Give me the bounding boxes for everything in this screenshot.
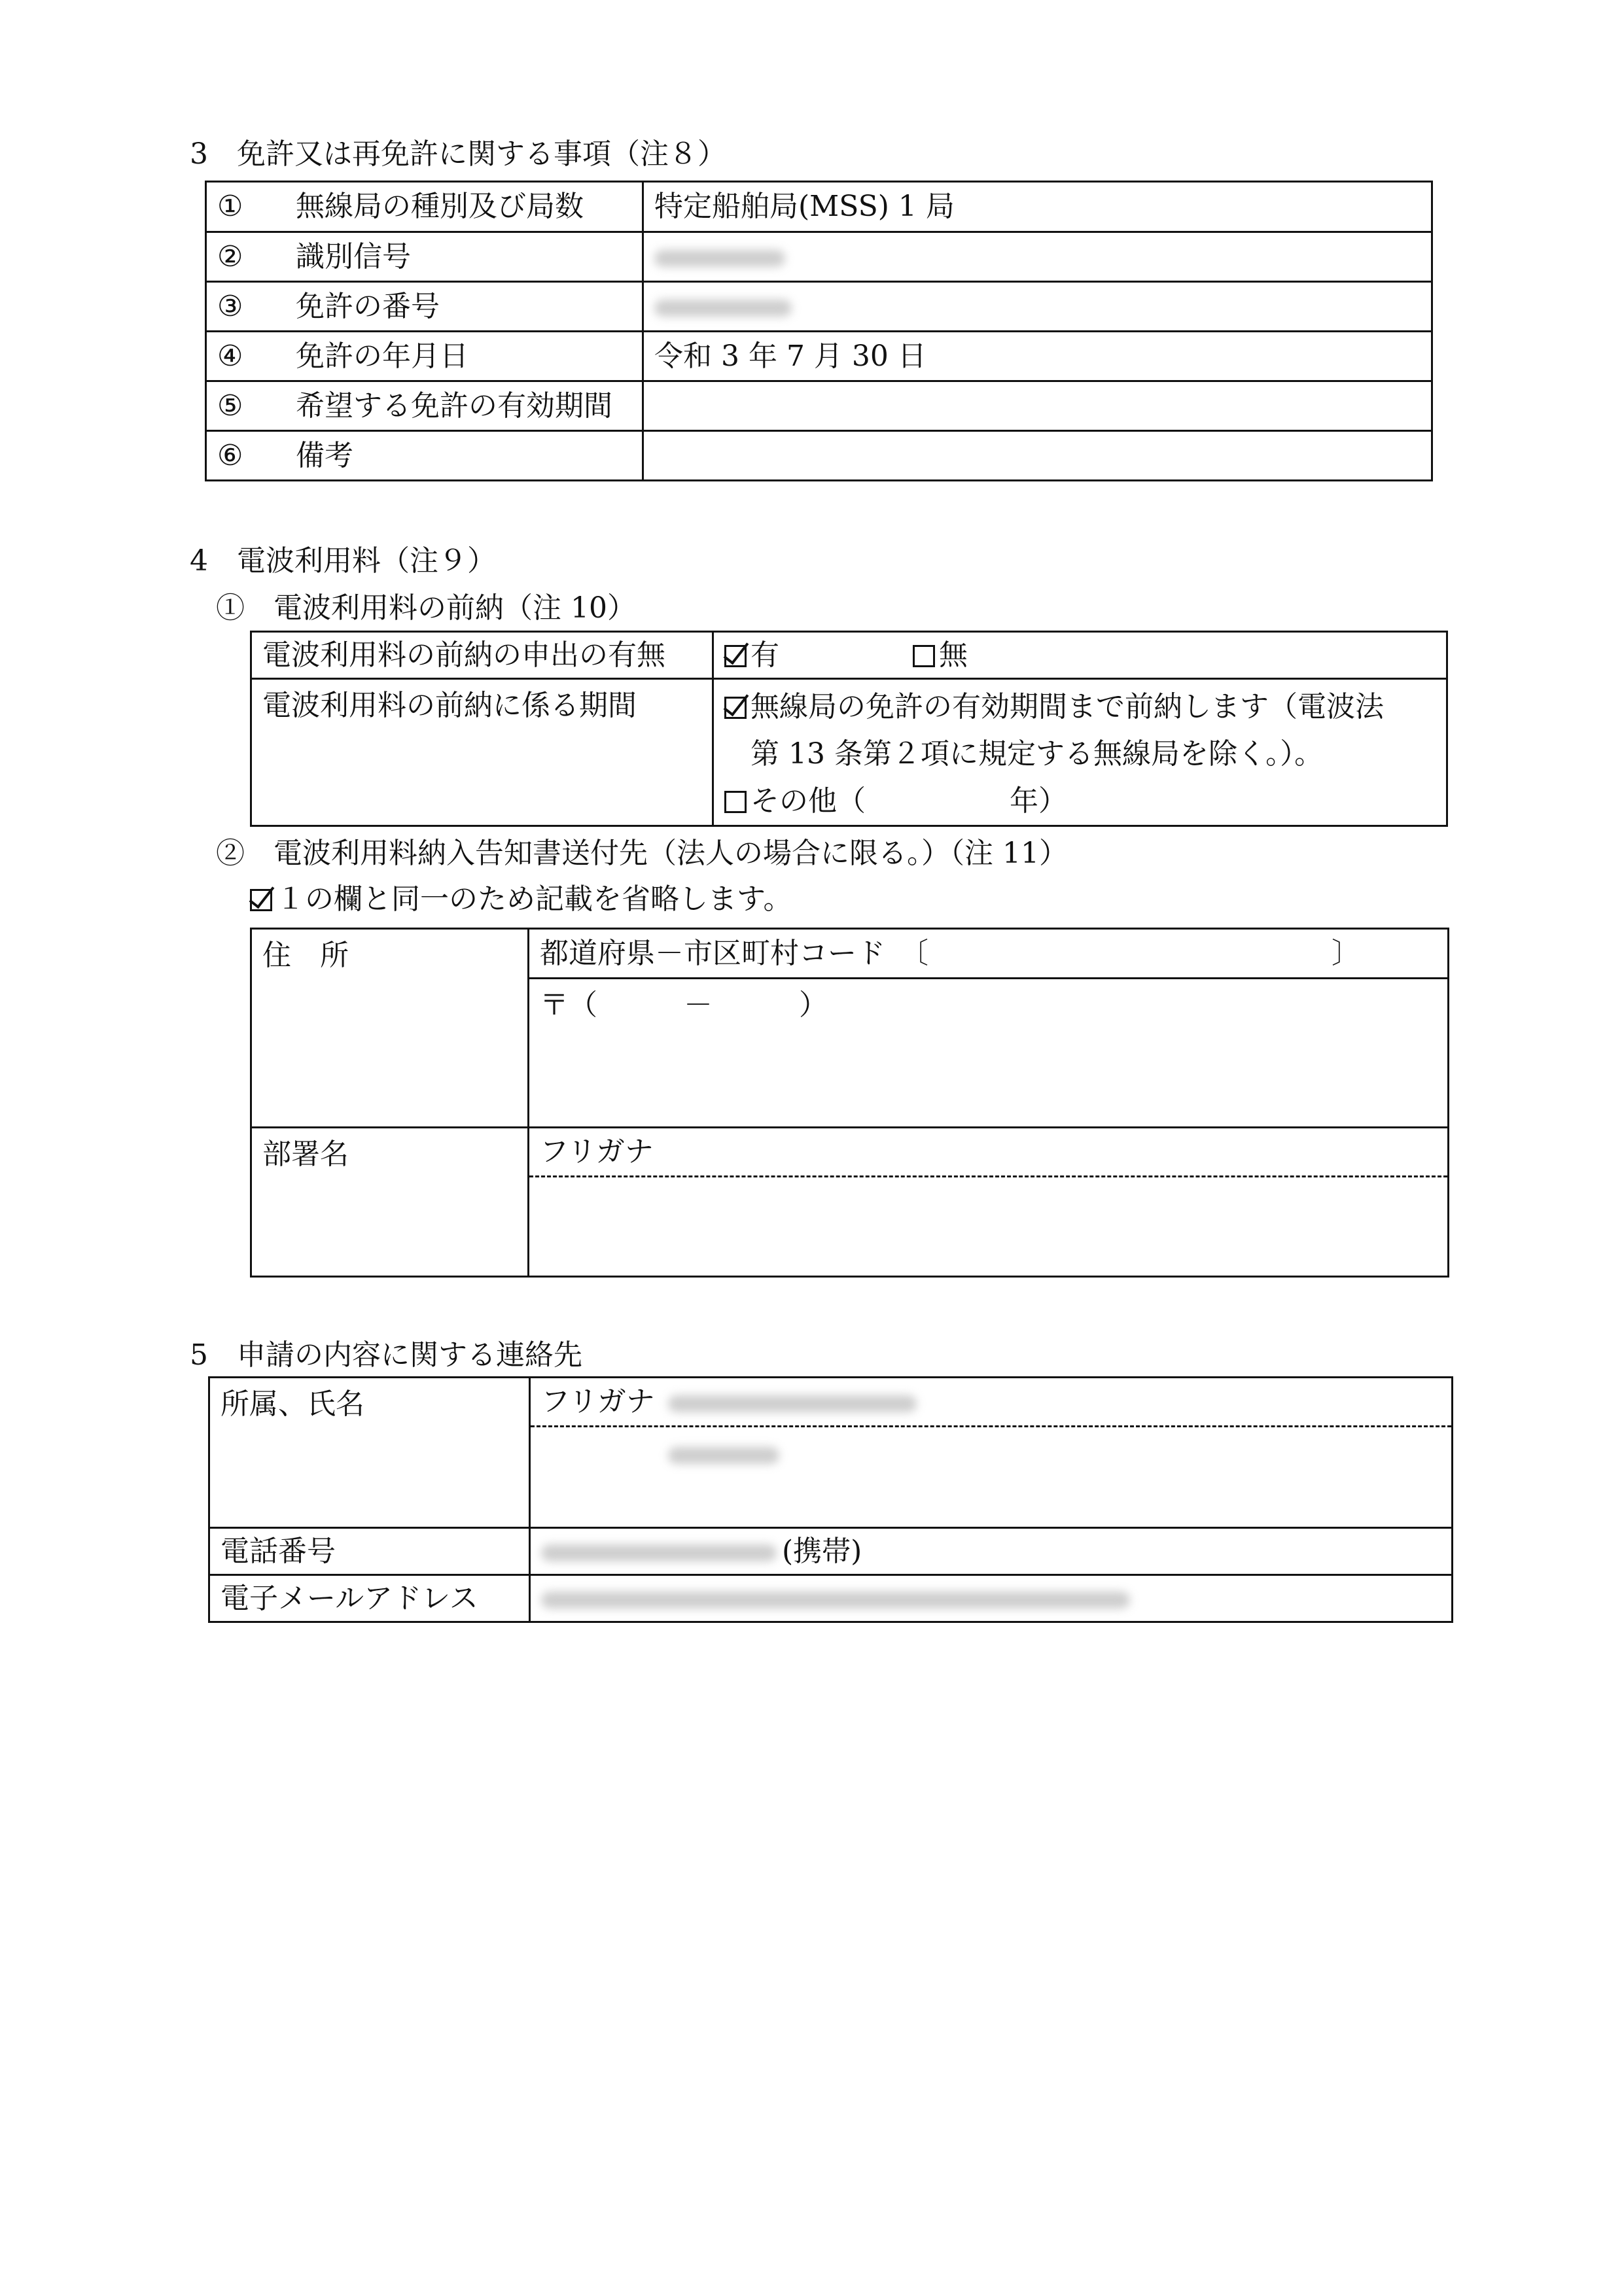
license-row-label-cell: [206, 332, 643, 381]
license-row: [206, 332, 1432, 381]
period-option2: [724, 778, 1436, 825]
contact-name-label: 所属、氏名: [209, 1378, 530, 1528]
notice-destination-table: [250, 928, 1449, 1278]
license-number-label: 免許の番号: [296, 289, 440, 323]
row-number: ②: [217, 239, 243, 273]
department-row: [251, 1128, 1449, 1277]
redacted-contact-name: [668, 1447, 779, 1464]
license-row-label-cell: [206, 182, 643, 232]
same-as-col1-text: １の欄と同一のため記載を省略します。: [276, 882, 792, 916]
contact-phone-suffix: (携帯): [782, 1534, 862, 1568]
prepayment-heading: ① 電波利用料の前納（注 10）: [216, 591, 636, 625]
redacted-email: [541, 1592, 1130, 1609]
license-date-label: 免許の年月日: [296, 339, 468, 373]
redacted-phone-number: [541, 1544, 777, 1561]
postal-code: 〒（ － ）: [529, 979, 1449, 1128]
checkbox-no[interactable]: [913, 645, 935, 667]
contact-name-line: [531, 1427, 1451, 1480]
department-label: 部署名: [251, 1128, 529, 1277]
address-code: 都道府県－市区町村コード 〔 〕: [529, 929, 1449, 979]
prepayment-period-options: [713, 679, 1447, 826]
contact-email-label: 電子メールアドレス: [209, 1575, 530, 1622]
validity-period-label: 希望する免許の有効期間: [296, 389, 612, 423]
period-option1-line2: 第 13 条第２項に規定する無線局を除く。）。: [750, 737, 1324, 771]
option-no-label: 無: [939, 638, 968, 672]
contact-name-field: [530, 1378, 1453, 1528]
section3-heading: 3 免許又は再免許に関する事項（注８）: [190, 137, 726, 171]
same-as-col1-line: [250, 880, 792, 919]
prepayment-request-label: 電波利用料の前納の申出の有無: [251, 632, 713, 679]
contact-phone-row: [209, 1528, 1453, 1575]
remarks-value: [643, 431, 1432, 481]
license-row: [206, 282, 1432, 332]
section4-heading: 4 電波利用料（注９）: [190, 544, 496, 578]
redacted-furigana-name: [668, 1395, 917, 1412]
address-label: 住 所: [251, 929, 529, 1128]
checkbox-yes[interactable]: [724, 645, 747, 667]
row-number: ①: [217, 190, 243, 223]
section5-heading: 5 申請の内容に関する連絡先: [190, 1338, 582, 1372]
department-furigana-label: フリガナ: [540, 1135, 654, 1168]
notice-destination-heading: ② 電波利用料納入告知書送付先（法人の場合に限る。）（注 11）: [216, 837, 1068, 870]
period-option1-line1: [724, 684, 1436, 731]
row-number: ③: [217, 289, 243, 323]
contact-table: [208, 1376, 1453, 1623]
checkbox-other-period[interactable]: [724, 791, 747, 813]
contact-phone-label: 電話番号: [209, 1528, 530, 1575]
remarks-label: 備考: [296, 438, 353, 472]
call-sign-label: 識別信号: [296, 239, 411, 273]
prepayment-request-row: [251, 632, 1447, 679]
contact-name-row: [209, 1378, 1453, 1528]
license-row-label-cell: [206, 282, 643, 332]
license-row-label-cell: [206, 381, 643, 431]
row-number: ④: [217, 339, 243, 373]
call-sign-value: [643, 232, 1432, 282]
checkbox-until-expiry[interactable]: [724, 697, 747, 719]
station-type-value: 特定船舶局(MSS) 1 局: [643, 182, 1432, 232]
contact-email-field: [530, 1575, 1453, 1622]
license-number-value: [643, 282, 1432, 332]
license-row: [206, 232, 1432, 282]
period-option2-text: その他（ 年）: [750, 784, 1067, 818]
department-field: [529, 1128, 1449, 1277]
contact-email-row: [209, 1575, 1453, 1622]
prepayment-table: [250, 631, 1448, 827]
license-row-label-cell: [206, 431, 643, 481]
prepayment-period-label: 電波利用料の前納に係る期間: [251, 679, 713, 826]
redacted-license-number: [654, 300, 792, 317]
address-code-row: [251, 929, 1449, 979]
option-yes-label: 有: [750, 638, 779, 672]
license-row-label-cell: [206, 232, 643, 282]
license-table: [205, 181, 1433, 481]
checkbox-same-as-col1[interactable]: [250, 889, 272, 911]
validity-period-value: [643, 381, 1432, 431]
department-furigana-line: [529, 1128, 1447, 1177]
prepayment-request-options: [713, 632, 1447, 679]
redacted-call-sign: [654, 250, 785, 267]
row-number: ⑤: [217, 389, 243, 423]
license-row: [206, 431, 1432, 481]
row-number: ⑥: [217, 438, 243, 472]
contact-furigana-label: フリガナ: [541, 1385, 655, 1418]
contact-phone-field: [530, 1528, 1453, 1575]
license-row: [206, 182, 1432, 232]
contact-furigana-line: [531, 1378, 1451, 1427]
prepayment-period-row: [251, 679, 1447, 826]
period-option1-text: 無線局の免許の有効期間まで前納します（電波法: [750, 690, 1384, 723]
license-date-value: 令和 3 年 7 月 30 日: [643, 332, 1432, 381]
station-type-label: 無線局の種別及び局数: [296, 190, 584, 223]
license-row: [206, 381, 1432, 431]
